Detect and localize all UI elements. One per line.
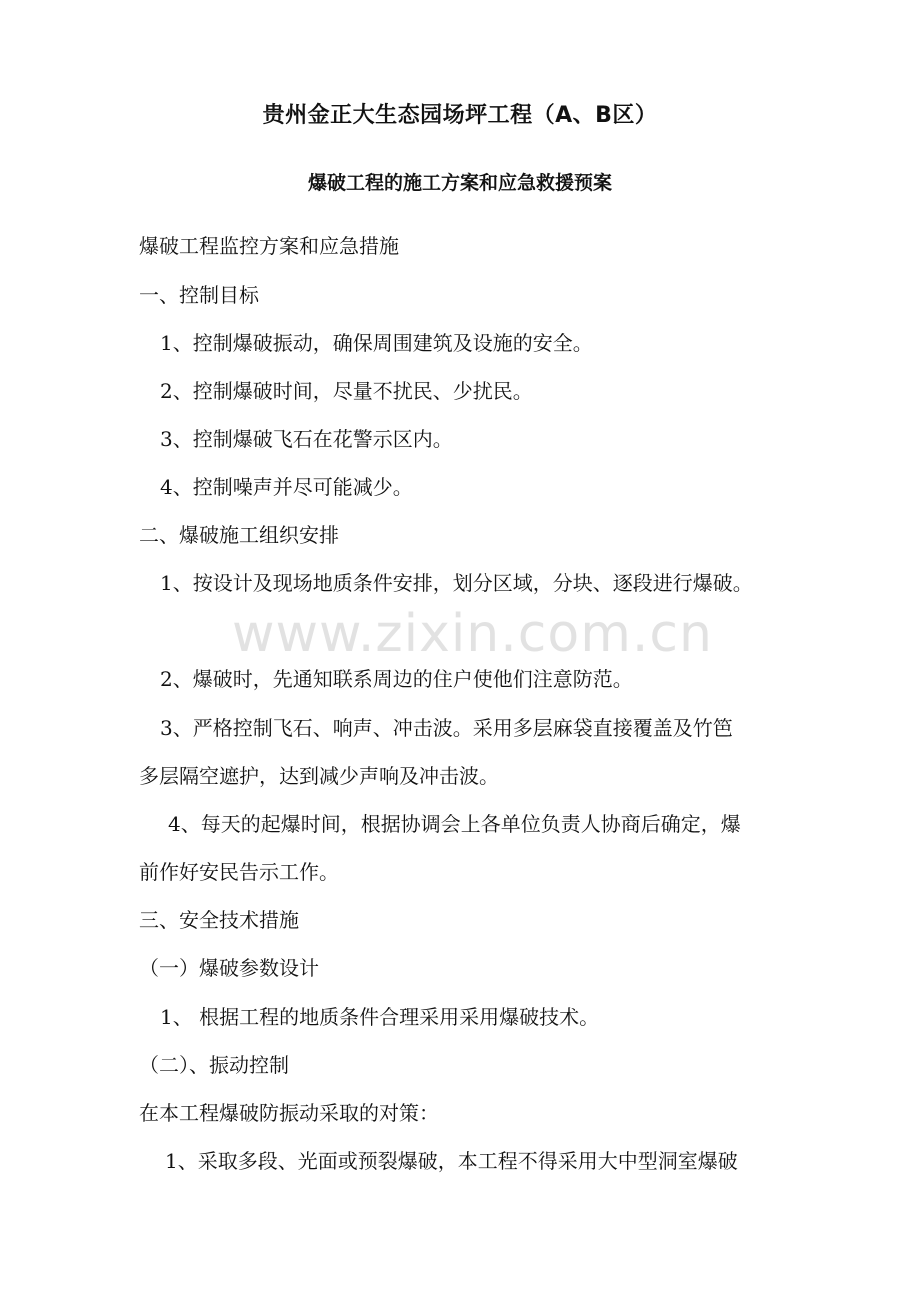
paragraph-line: 2、爆破时，先通知联系周边的住户使他们注意防范。 — [160, 667, 633, 691]
document-title: 贵州金正大生态园场坪工程（A、B区） — [262, 103, 658, 128]
paragraph-line: 1、按设计及现场地质条件安排，划分区域，分块、逐段进行爆破。 — [160, 571, 753, 595]
document-subtitle: 爆破工程的施工方案和应急救援预案 — [307, 172, 612, 194]
section-heading-safety: 三、安全技术措施 — [139, 908, 299, 932]
paragraph-line: 4、控制噪声并尽可能减少。 — [160, 475, 413, 499]
paragraph-line: 1、 根据工程的地质条件合理采用采用爆破技术。 — [160, 1005, 600, 1029]
paragraph-line: 4、每天的起爆时间，根据协调会上各单位负责人协商后确定，爆 — [168, 812, 741, 836]
paragraph-line: 前作好安民告示工作。 — [139, 860, 339, 884]
paragraph-line: 在本工程爆破防振动采取的对策： — [139, 1101, 439, 1125]
paragraph-line: 2、控制爆破时间，尽量不扰民、少扰民。 — [160, 379, 533, 403]
section-heading-monitoring: 爆破工程监控方案和应急措施 — [139, 234, 399, 258]
section-heading-organization: 二、爆破施工组织安排 — [139, 523, 339, 547]
watermark: www.zixin.com.cn — [232, 604, 713, 664]
section-heading-control-goals: 一、控制目标 — [139, 283, 259, 307]
subsection-heading-blast-params: （一）爆破参数设计 — [139, 956, 319, 980]
paragraph-line: 3、严格控制飞石、响声、冲击波。采用多层麻袋直接覆盖及竹笆 — [160, 716, 733, 740]
subsection-heading-vibration: （二）、振动控制 — [139, 1053, 289, 1077]
paragraph-line: 多层隔空遮护，达到减少声响及冲击波。 — [139, 764, 499, 788]
paragraph-line: 1、采取多段、光面或预裂爆破，本工程不得采用大中型洞室爆破 — [165, 1149, 738, 1173]
paragraph-line: 3、控制爆破飞石在花警示区内。 — [160, 427, 453, 451]
paragraph-line: 1、控制爆破振动，确保周围建筑及设施的安全。 — [160, 331, 593, 355]
